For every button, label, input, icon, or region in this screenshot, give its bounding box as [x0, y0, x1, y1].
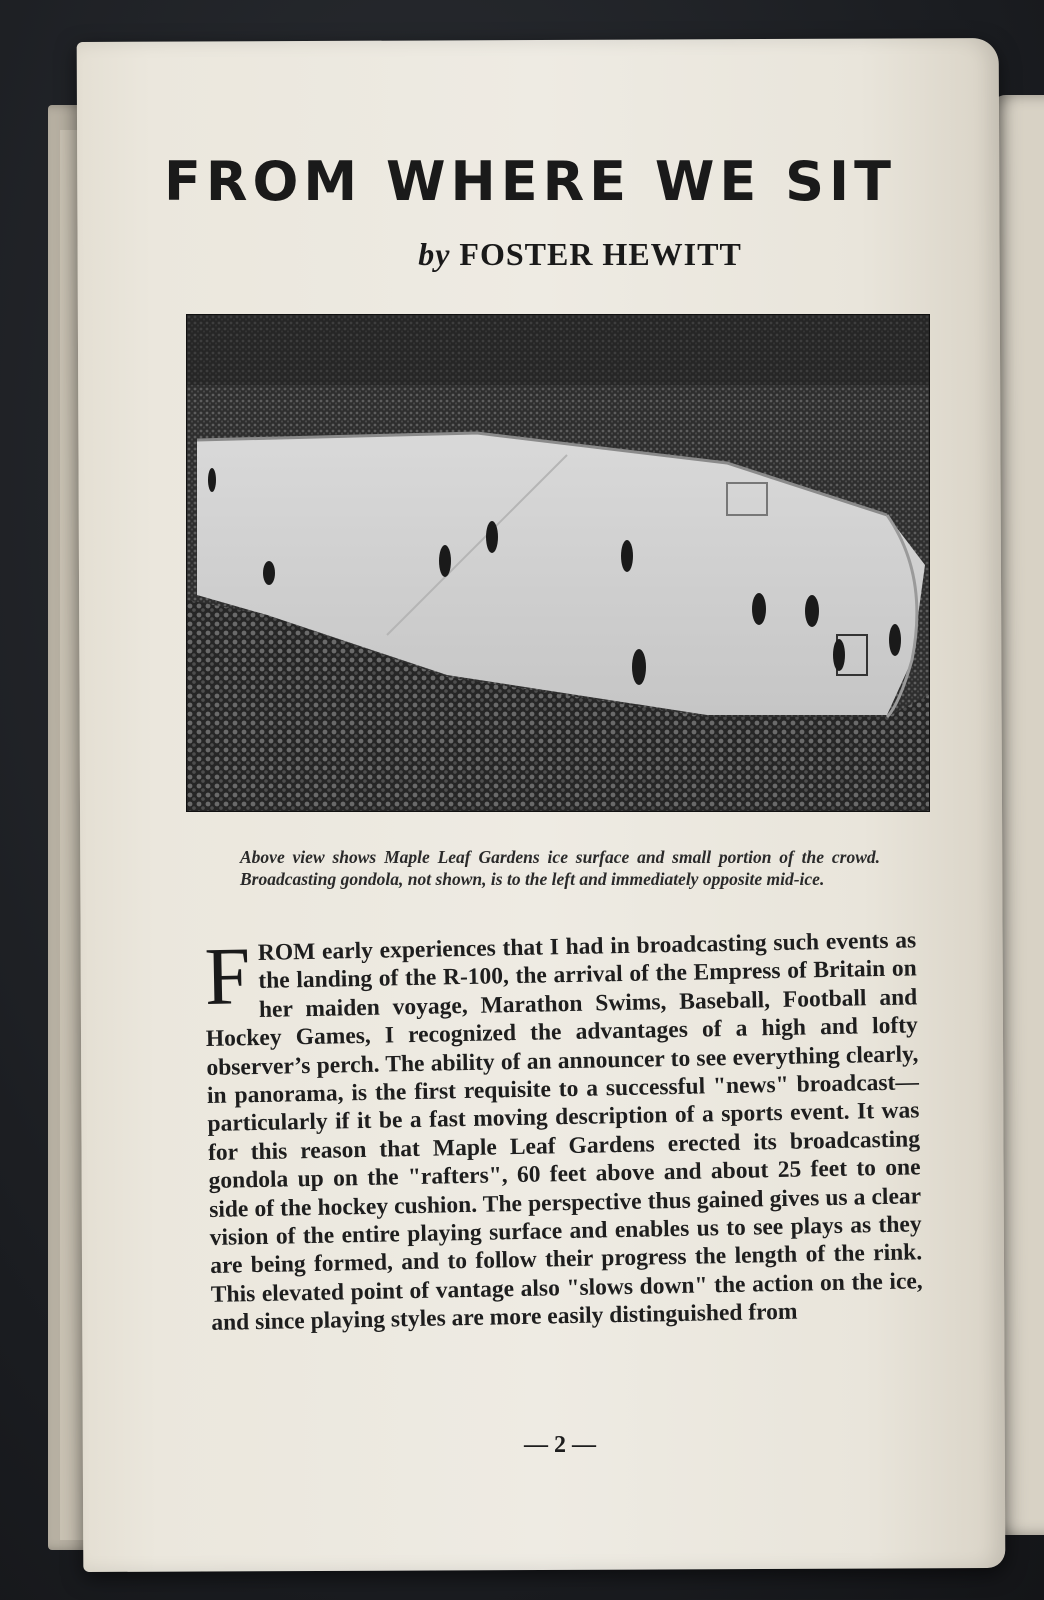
drop-cap-letter: F	[203, 930, 252, 1022]
page-number: — 2 —	[524, 1432, 596, 1458]
article-body	[204, 926, 924, 1337]
article-title: FROM WHERE WE SIT	[164, 150, 896, 213]
byline-prefix: by	[418, 236, 451, 272]
article-body-text: ROM early experiences that I had in broadcasting such events as the landing of the R-100, the arrival of the Empress of Britain on her maiden voyage, Marathon Swims, Baseball, Football and Hockey Games, I recognized the advantages of a high and lofty observer’s perch. The ability of an announcer to see everything clearly, in panorama, is the first requisite to a successful "news" broadcast—particularly if it be a fast moving description of a sports event. It was for this reason that Maple Leaf Gardens erected its broadcasting gondola up on the "rafters", 60 feet above and about 25 feet to one side of the hockey cushion. The perspective thus gained gives us a clear vision of the entire playing surface and enables us to see plays as they are being formed, and to follow their progress the length of the rink. This elevated point of vantage also "slows down" the action on the ice, and since playing styles are more easily distinguished from	[205, 927, 923, 1337]
article-byline	[200, 236, 960, 273]
hockey-arena-photo	[186, 314, 930, 812]
photo-caption: Above view shows Maple Leaf Gardens ice surface and small portion of the crowd. Broadcasting gondola, not shown, is to the left and immediately opposite mid-ice.	[240, 847, 880, 889]
byline-author: FOSTER HEWITT	[459, 236, 742, 272]
